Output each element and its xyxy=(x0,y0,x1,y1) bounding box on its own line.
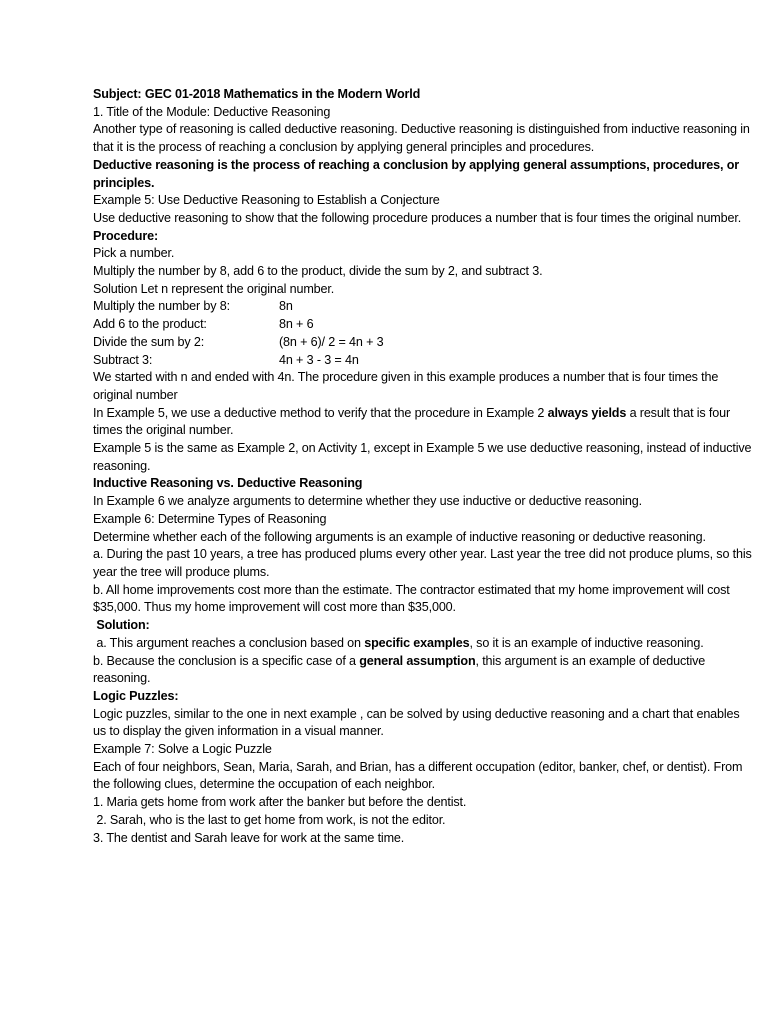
clue-2: 2. Sarah, who is the last to get home from work, is not the editor. xyxy=(93,812,446,827)
example5-task: Use deductive reasoning to show that the following procedure produces a number that is four times the original number. xyxy=(93,210,742,225)
step-expression: 8n + 6 xyxy=(279,317,314,332)
logic-intro: Logic puzzles, similar to the one in next example , can be solved by using deductive reasoning and a chart that enables us to display the given information in a visual manner. xyxy=(93,706,740,739)
step-expression: 4n + 3 - 3 = 4n xyxy=(279,352,359,367)
step-label: Divide the sum by 2: xyxy=(93,334,205,349)
solution-emphasis: specific examples xyxy=(364,635,470,650)
conclusion-paragraph: We started with n and ended with 4n. The procedure given in this example produces a number that is four times the original number xyxy=(93,370,719,402)
document-page xyxy=(93,86,753,847)
procedure-label: Procedure: xyxy=(93,228,158,243)
logic-heading: Logic Puzzles: xyxy=(93,688,179,703)
step-row xyxy=(93,334,753,352)
procedure-step-1: Pick a number. xyxy=(93,246,175,261)
step-row xyxy=(93,298,753,316)
example6-task: Determine whether each of the following arguments is an example of inductive reasoning or deductive reasoning. xyxy=(93,529,706,544)
step-label: Multiply the number by 8: xyxy=(93,299,230,314)
vs-heading: Inductive Reasoning vs. Deductive Reasoning xyxy=(93,476,363,491)
argument-b: b. All home improvements cost more than the estimate. The contractor estimated that my home improvement will cost $35,000. Thus my home improvement will cost more than $35,000. xyxy=(93,582,730,615)
example5-note xyxy=(93,405,753,440)
example5-same: Example 5 is the same as Example 2, on Activity 1, except in Example 5 we use deductive reasoning, instead of inductive reasoning. xyxy=(93,441,752,473)
procedure-step-2: Multiply the number by 8, add 6 to the product, divide the sum by 2, and subtract 3. xyxy=(93,264,543,279)
argument-a: a. During the past 10 years, a tree has produced plums every other year. Last year the tree did not produce plums, so this year the tree will produce plums. xyxy=(93,547,752,579)
step-label: Subtract 3: xyxy=(93,352,153,367)
module-title: 1. Title of the Module: Deductive Reasoning xyxy=(93,104,331,119)
note-text: a result that is four times the original number. xyxy=(93,405,731,438)
step-row xyxy=(93,352,753,370)
clue-3: 3. The dentist and Sarah leave for work at the same time. xyxy=(93,830,405,845)
solution-text: a. This argument reaches a conclusion based on xyxy=(93,635,365,650)
solution-text: , this argument is an example of deductive reasoning. xyxy=(93,653,706,686)
solution-emphasis: general assumption xyxy=(359,653,476,668)
example5-title: Example 5: Use Deductive Reasoning to Establish a Conjecture xyxy=(93,193,440,208)
example6-intro: In Example 6 we analyze arguments to determine whether they use inductive or deductive reasoning. xyxy=(93,494,642,509)
example7-task: Each of four neighbors, Sean, Maria, Sarah, and Brian, has a different occupation (editor, banker, chef, or dentist). From the following clues, determine the occupation of each neighbor. xyxy=(93,759,743,792)
step-label: Add 6 to the product: xyxy=(93,317,207,332)
example6-title: Example 6: Determine Types of Reasoning xyxy=(93,511,327,526)
step-expression: (8n + 6)/ 2 = 4n + 3 xyxy=(279,334,384,349)
definition-paragraph: Deductive reasoning is the process of reaching a conclusion by applying general assumptions, procedures, or principles. xyxy=(93,157,739,190)
note-emphasis: always yields xyxy=(547,405,627,420)
solution-b xyxy=(93,653,753,688)
solution-line: Solution Let n represent the original number. xyxy=(93,281,335,296)
example7-title: Example 7: Solve a Logic Puzzle xyxy=(93,742,272,757)
note-text: In Example 5, we use a deductive method to verify that the procedure in Example 2 xyxy=(93,405,548,420)
intro-paragraph: Another type of reasoning is called deductive reasoning. Deductive reasoning is distinguished from inductive reasoning in that it is the process of reaching a conclusion by applying general principles and procedures. xyxy=(93,122,750,155)
solution-a xyxy=(93,635,753,653)
step-expression: 8n xyxy=(279,299,293,314)
solution-label: Solution: xyxy=(93,618,150,633)
solution-text: , so it is an example of inductive reasoning. xyxy=(469,635,704,650)
clue-1: 1. Maria gets home from work after the banker but before the dentist. xyxy=(93,795,467,810)
solution-text: b. Because the conclusion is a specific case of a xyxy=(93,653,360,668)
subject-line: Subject: GEC 01-2018 Mathematics in the Modern World xyxy=(93,87,421,101)
step-row xyxy=(93,316,753,334)
